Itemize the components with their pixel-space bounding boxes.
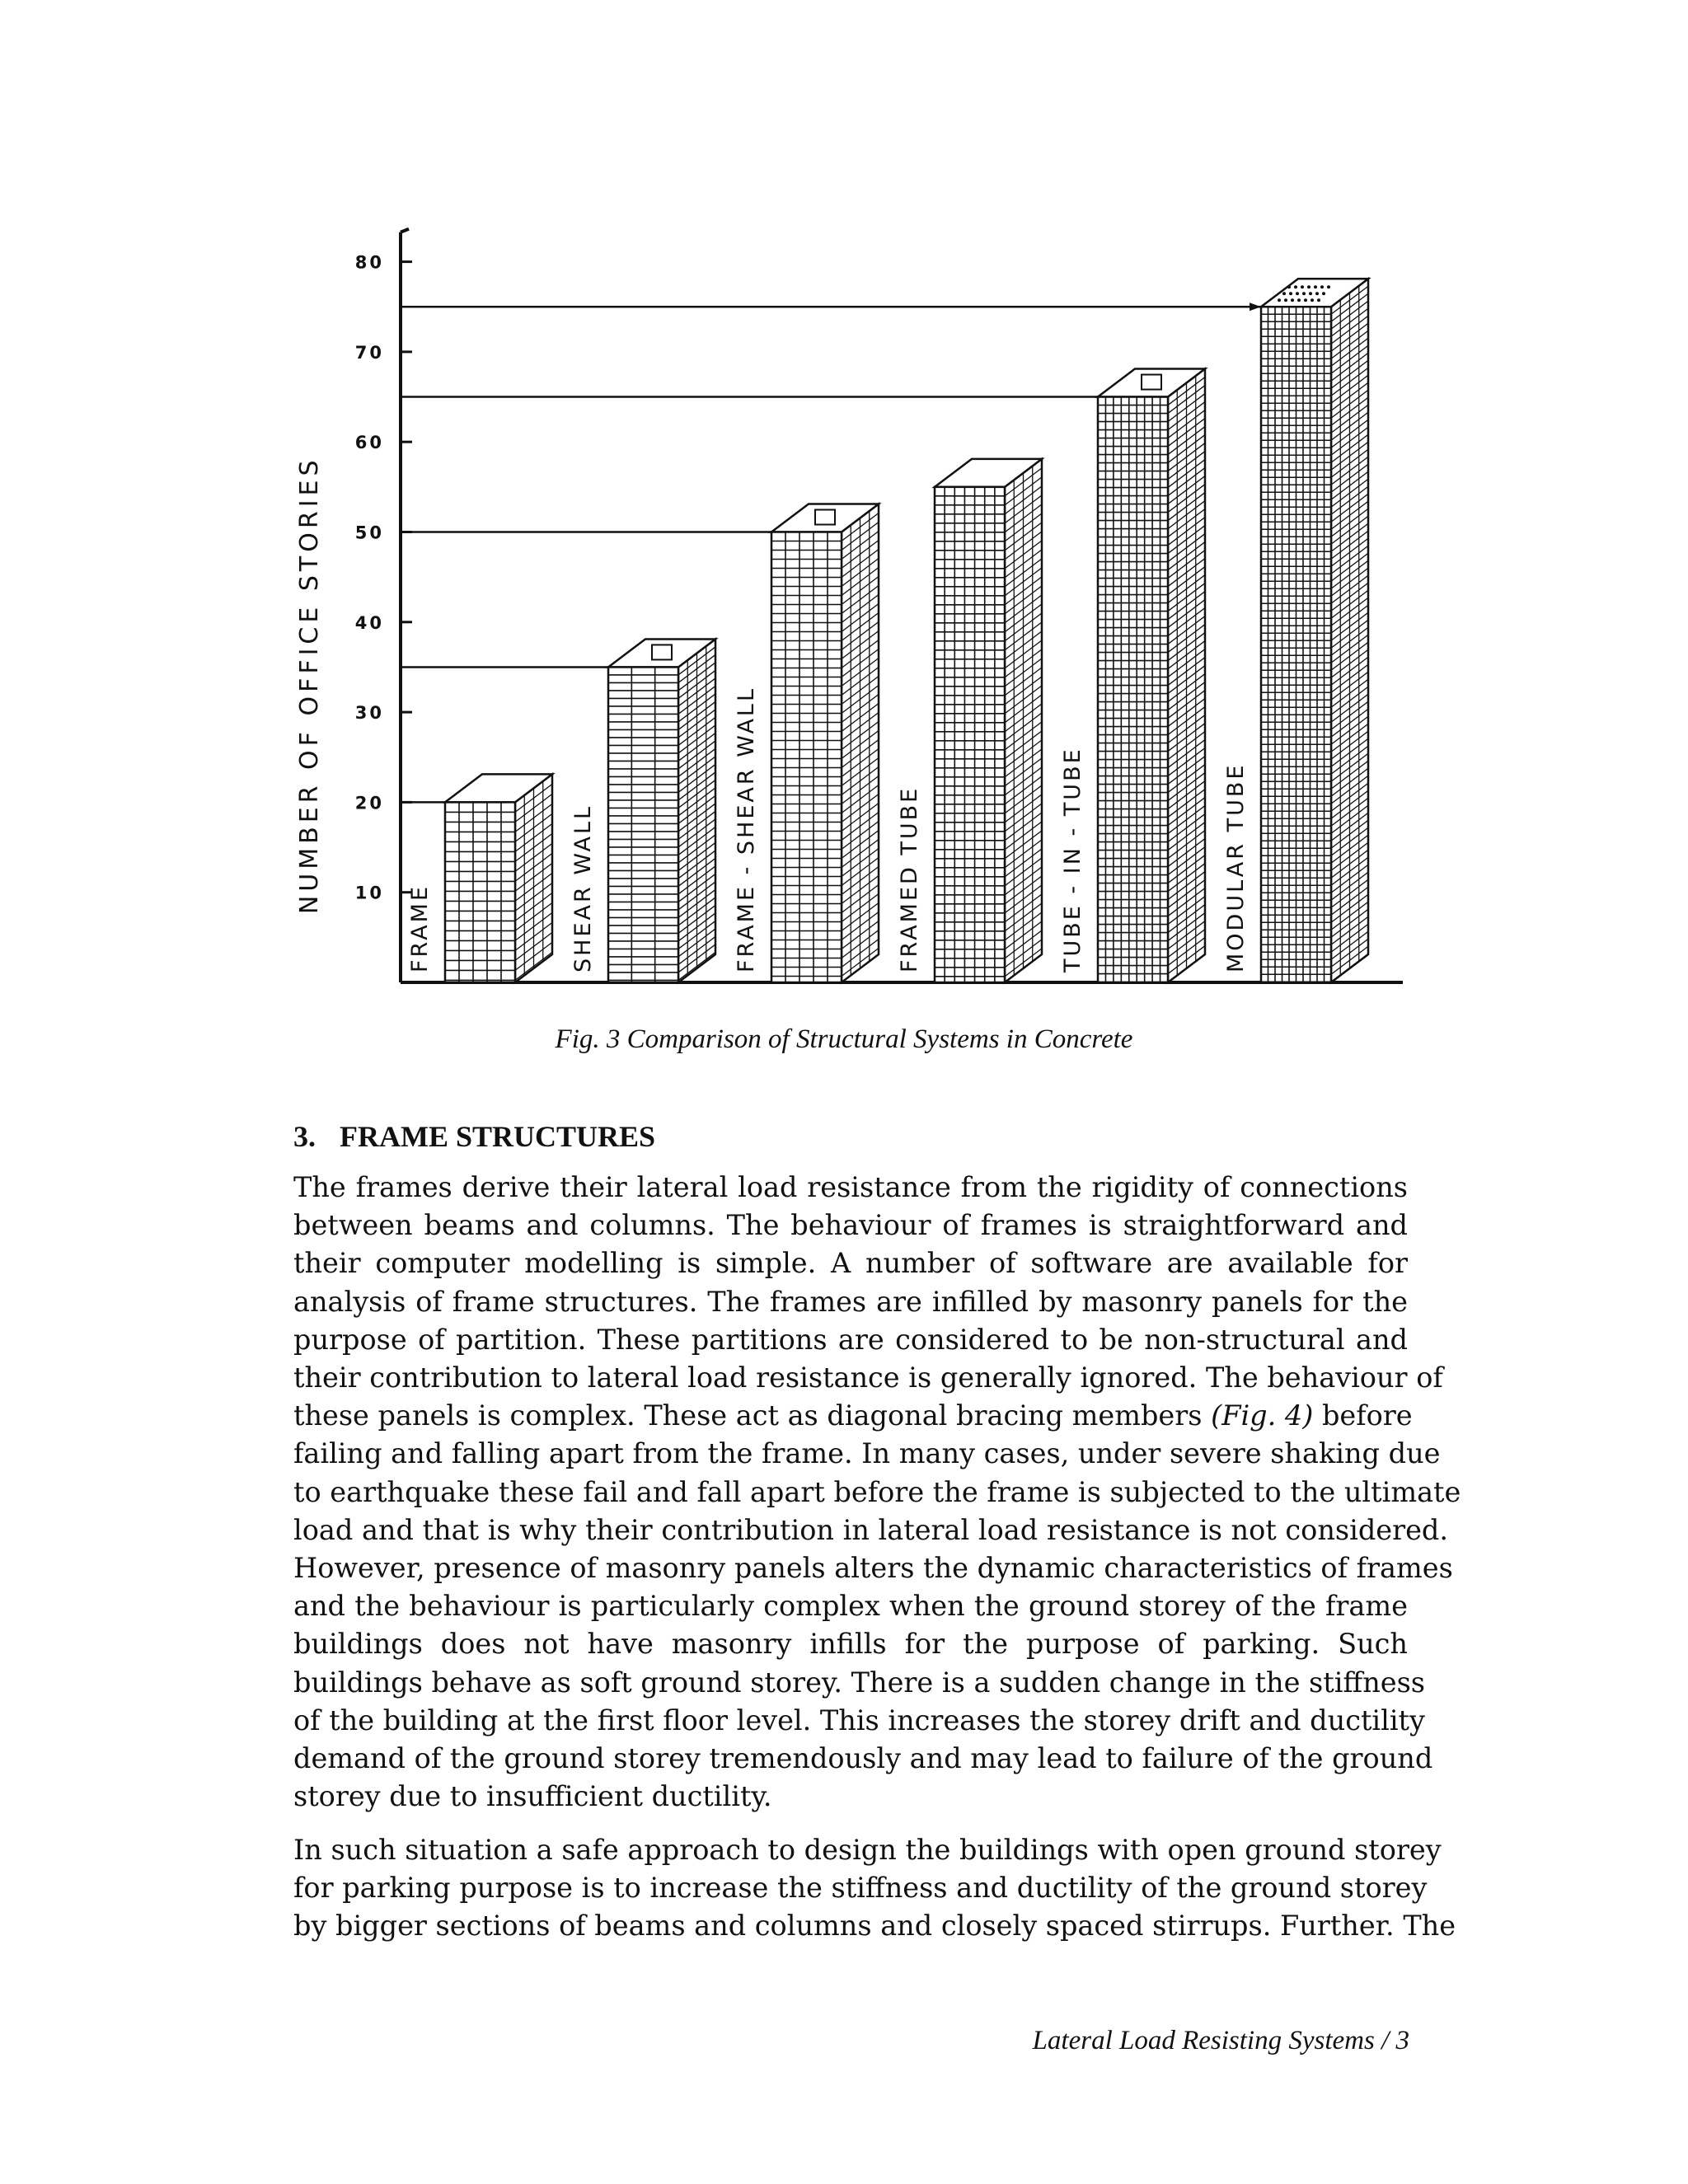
bar-category-label: FRAME (407, 883, 433, 972)
text-line: for parking purpose is to increase the stiffness and ductility of the ground storey (293, 1872, 1428, 1905)
bar-top-dot (1294, 285, 1297, 288)
bar-top-dot (1320, 285, 1324, 288)
text-line: buildings behave as soft ground storey. There is a sudden change in the stiffness (293, 1666, 1425, 1699)
section-heading (293, 1119, 655, 1154)
bar-top-dot (1301, 285, 1304, 288)
text-segment: before (1321, 1399, 1413, 1432)
section-number: 3. (293, 1120, 316, 1153)
bar-top-dot (1289, 292, 1292, 295)
bar-top-dot (1302, 292, 1306, 295)
bar-front-face (445, 802, 515, 982)
y-tick-label: 80 (354, 252, 384, 273)
text-line: However, presence of masonry panels alters the dynamic characteristics of frames (293, 1552, 1453, 1585)
bar-top-dot (1317, 298, 1320, 302)
text-line: by bigger sections of beams and columns and closely spaced stirrups. Further. The (293, 1910, 1456, 1943)
bar-top-dot (1309, 292, 1312, 295)
y-axis-title: NUMBER OF OFFICE STORIES (295, 456, 324, 915)
bar-category-label: TUBE - IN - TUBE (1060, 747, 1085, 972)
bar-category-label: MODULAR TUBE (1223, 762, 1249, 972)
bar-top-dot (1327, 285, 1330, 288)
text-line-with-reference (293, 1397, 1413, 1435)
text-line: load and that is why their contribution in lateral load resistance is not considered. (293, 1513, 1449, 1546)
bar-top-dot (1278, 298, 1281, 302)
text-line: between beams and columns. The behaviour of frames is straightforward and (293, 1209, 1408, 1242)
bar-top-dot (1296, 292, 1299, 295)
bar-top-dot (1315, 292, 1319, 295)
bar-top-dot (1297, 298, 1301, 302)
text-line: The frames derive their lateral load resistance from the rigidity of connections (293, 1171, 1408, 1203)
reference-arrowhead (1250, 302, 1261, 311)
y-tick-label: 70 (354, 342, 384, 363)
text-line: and the behaviour is particularly complex when the ground storey of the frame (293, 1590, 1408, 1623)
text-line: their computer modelling is simple. A number of software are available for (293, 1247, 1408, 1280)
paragraph-frame-structures (293, 1169, 1461, 1816)
bar-top-dot (1282, 292, 1286, 295)
text-line: their contribution to lateral load resistance is generally ignored. The behaviour of (293, 1361, 1443, 1394)
bar-top-dot (1322, 292, 1325, 295)
y-tick-label: 40 (354, 612, 384, 633)
bar-top-dot (1284, 298, 1287, 302)
text-line: demand of the ground storey tremendously and may lead to failure of the ground (293, 1742, 1433, 1775)
y-axis-cap (401, 229, 409, 232)
chart-canvas (280, 198, 1434, 1022)
y-tick-label: 30 (354, 703, 384, 724)
figure-reference: (Fig. 4) (1211, 1399, 1314, 1432)
structural-systems-chart (280, 198, 1434, 1022)
text-line: to earthquake these fail and fall apart before the frame is subjected to the ultimate (293, 1475, 1461, 1508)
bar-category-label: SHEAR WALL (570, 804, 596, 972)
bar-top-dot (1307, 285, 1311, 288)
bar-category-label: FRAMED TUBE (897, 785, 922, 972)
section-title: FRAME STRUCTURES (340, 1120, 656, 1153)
bar-category-label: FRAME - SHEAR WALL (734, 686, 759, 972)
figure-caption: Fig. 3 Comparison of Structural Systems in Concrete (555, 1024, 1133, 1054)
text-line: of the building at the first floor level. This increases the storey drift and ductility (293, 1704, 1425, 1736)
text-line: purpose of partition. These partitions are considered to be non-structural and (293, 1323, 1408, 1356)
bar-top-dot (1291, 298, 1294, 302)
y-tick-label: 50 (354, 523, 384, 543)
y-tick-label: 10 (354, 883, 384, 903)
bar-top-dot (1304, 298, 1307, 302)
bar-top-dot (1311, 298, 1314, 302)
bar-top-dot (1287, 285, 1291, 288)
text-line: In such situation a safe approach to design the buildings with open ground storey (293, 1834, 1442, 1866)
bar-top-dot (1314, 285, 1317, 288)
text-line: failing and falling apart from the frame. In many cases, under severe shaking due (293, 1437, 1441, 1470)
bar-front-face (1098, 397, 1168, 982)
paragraph-open-ground-storey (293, 1831, 1456, 1946)
text-line: buildings does not have masonry infills for the purpose of parking. Such (293, 1628, 1408, 1661)
bar-front-face (771, 532, 842, 983)
y-tick-label: 60 (354, 433, 384, 453)
y-tick-label: 20 (354, 793, 384, 813)
page-footer: Lateral Load Resisting Systems / 3 (1032, 2026, 1409, 2055)
text-line: analysis of frame structures. The frames are infilled by masonry panels for the (293, 1285, 1408, 1318)
text-line: storey due to insufficient ductility. (293, 1780, 772, 1813)
text-segment: these panels is complex. These act as diagonal bracing members (293, 1399, 1203, 1432)
